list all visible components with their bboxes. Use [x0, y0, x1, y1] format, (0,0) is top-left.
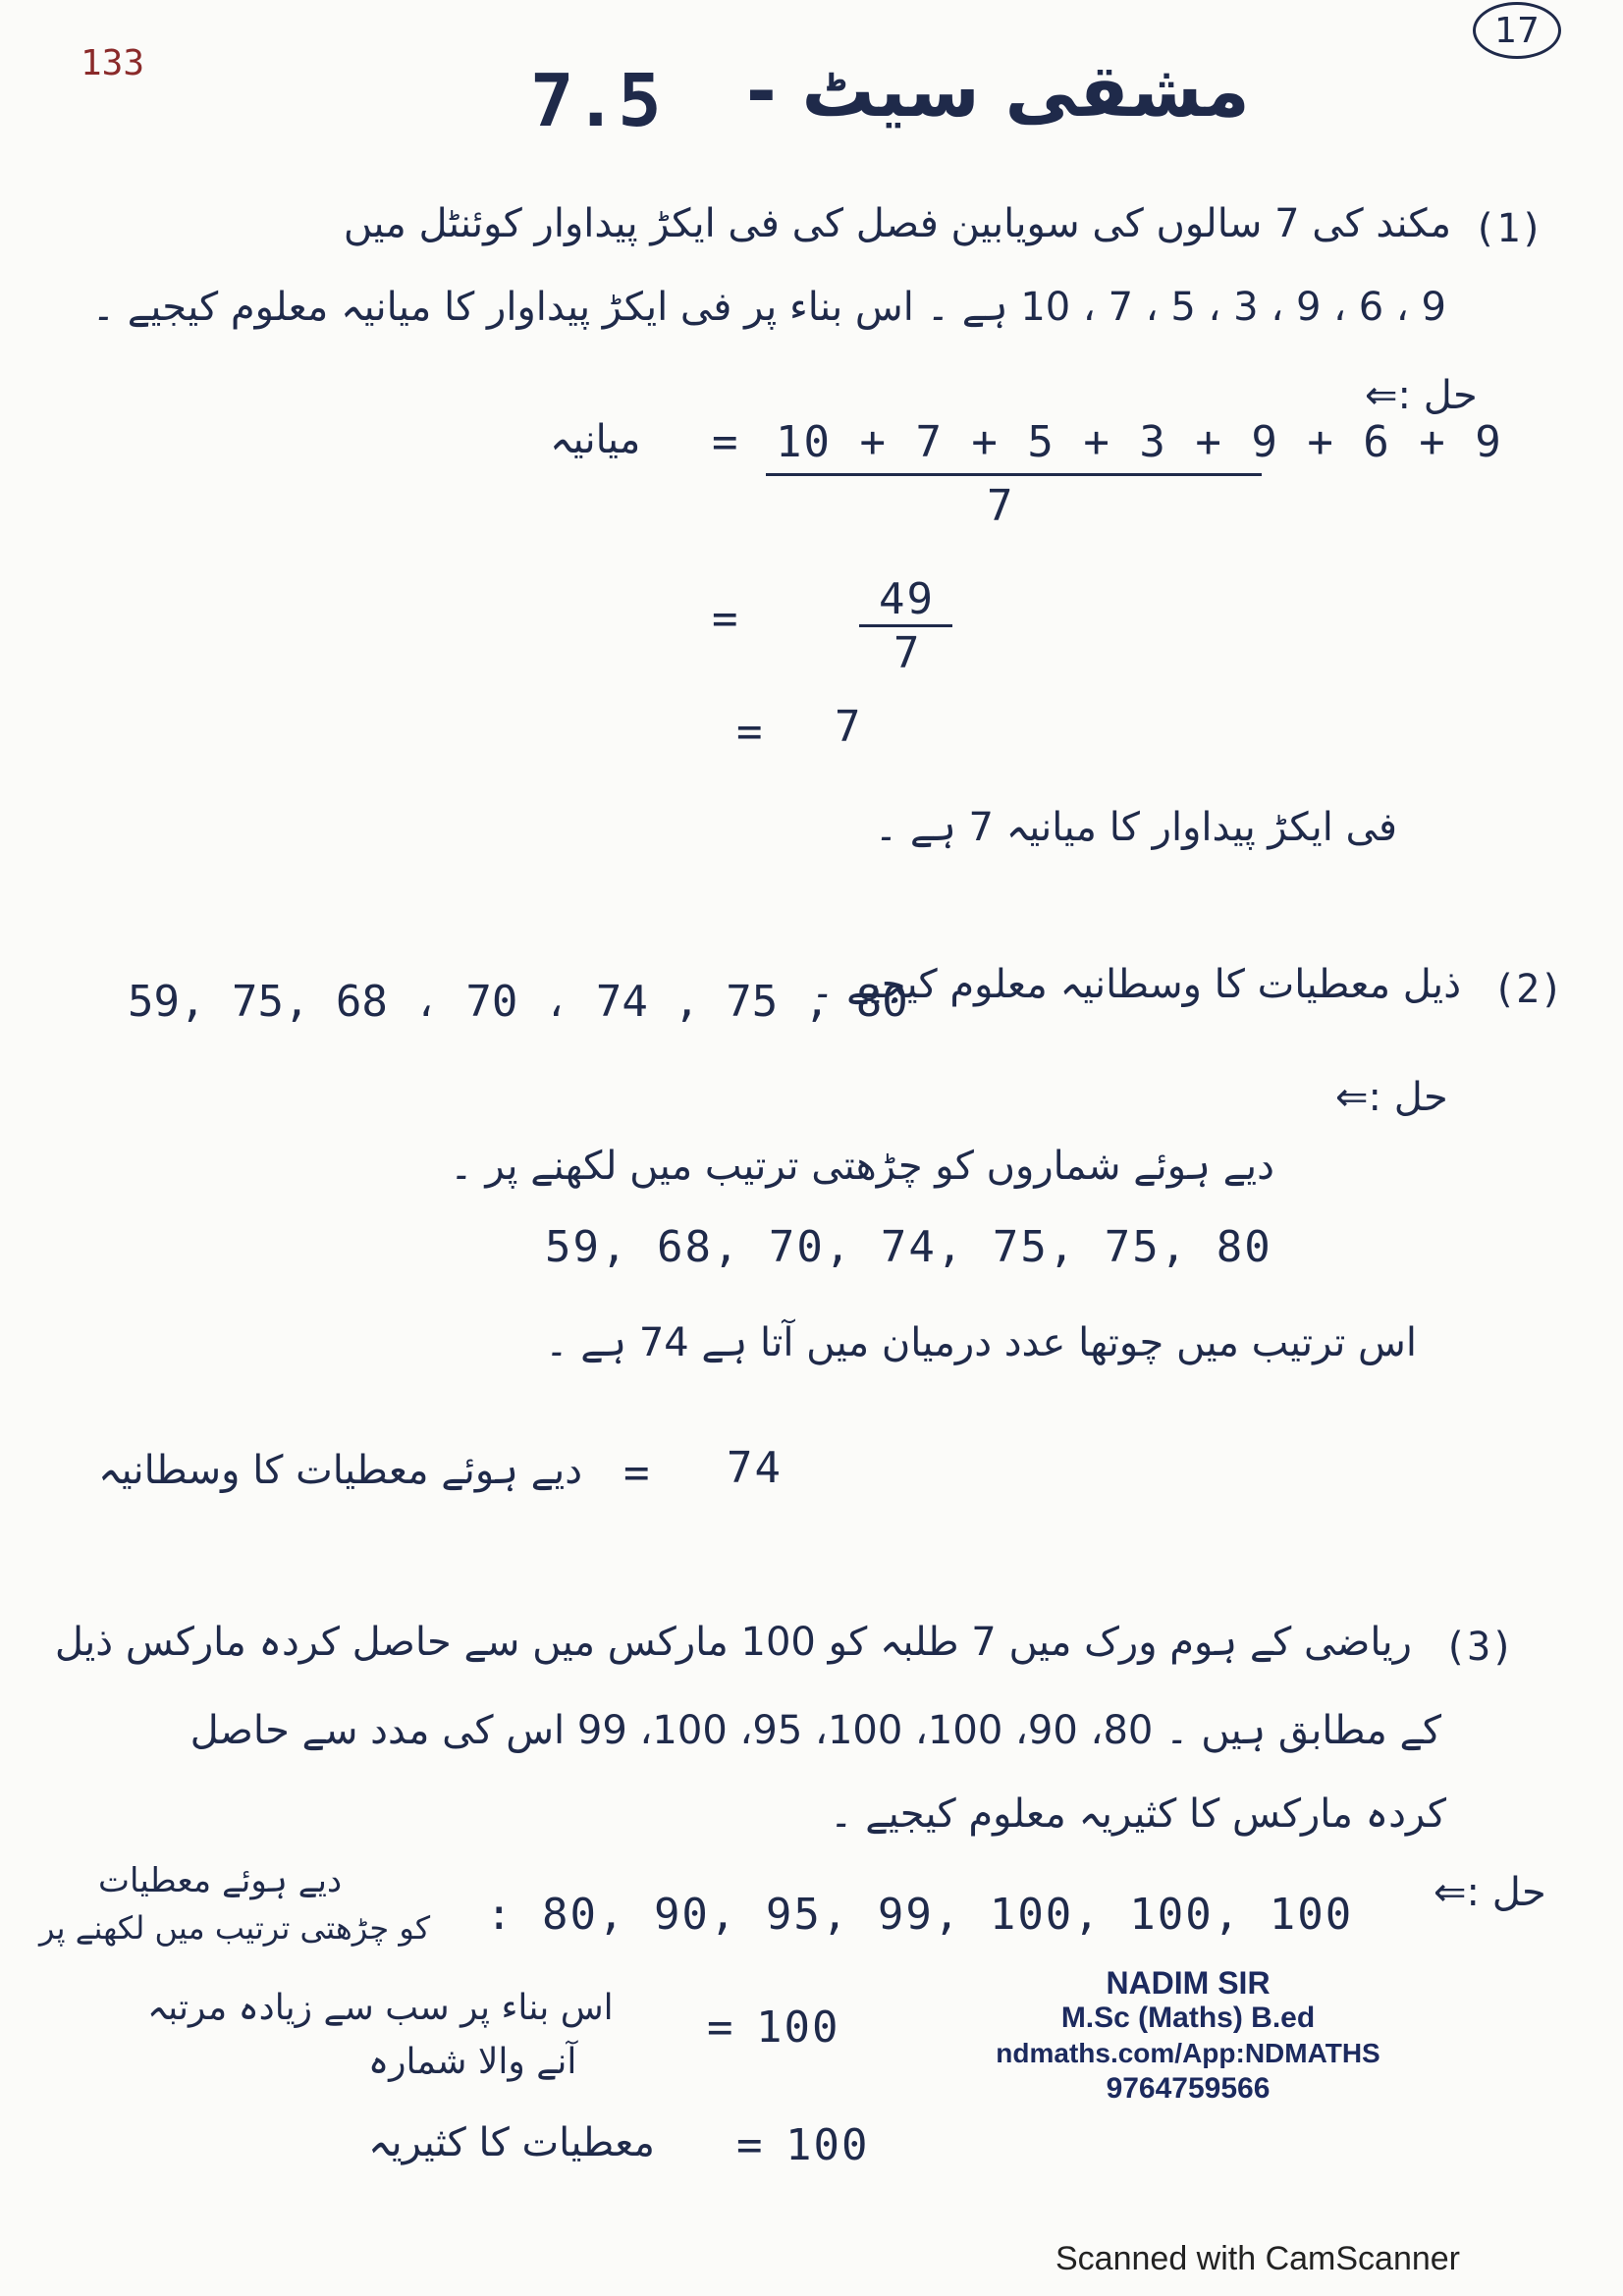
- q2-median-value: 74: [727, 1443, 783, 1493]
- q3-line1: ریاضی کے ہوم ورک میں 7 طلبہ کو 100 مارکس میں سے حاصل کردہ مارکس ذیل: [54, 1620, 1412, 1665]
- q3-eq1: =: [707, 2002, 735, 2053]
- q3-label: (3): [1443, 1625, 1515, 1670]
- page-number: [1473, 2, 1561, 59]
- page-number-text: 17: [1494, 10, 1540, 51]
- q1-frac2-bar: [859, 624, 952, 627]
- q1-line2: 9 ، 6 ، 9 ، 3 ، 5 ، 7 ، 10 ہے ۔ اس بناء پر فی ایکڑ پیداوار کا میانیہ معلوم کیجیے ۔: [91, 285, 1446, 330]
- q2-question: ذیل معطیات کا وسطانیہ معلوم کیجیے ۔: [811, 962, 1461, 1007]
- q1-eq3: =: [736, 707, 765, 757]
- author-stamp: [992, 1965, 1384, 2107]
- stamp-name: NADIM SIR: [1106, 1965, 1271, 2001]
- q2-eq: =: [623, 1448, 652, 1498]
- q1-eq1: =: [712, 417, 740, 467]
- q2-solution-label: حل :⇐: [1335, 1075, 1448, 1120]
- q3-mode-label-2: آنے والا شمارہ: [368, 2042, 577, 2082]
- q1-frac2-num: 49: [879, 574, 935, 624]
- title-text: مشقی سیٹ -: [746, 49, 1250, 133]
- q1-conclusion: فی ایکڑ پیداوار کا میانیہ 7 ہے ۔: [874, 805, 1397, 850]
- q1-result: 7: [835, 702, 863, 752]
- q2-step1: دیے ہوئے شماروں کو چڑھتی ترتیب میں لکھنے پر ۔: [450, 1144, 1274, 1189]
- q2-median-label: دیے ہوئے معطیات کا وسطانیہ: [98, 1448, 583, 1493]
- q1-line1: مکند کی 7 سالوں کی سویابین فصل کی فی ایکڑ پیداوار کوئنٹل میں: [343, 201, 1451, 246]
- q1-label: (1): [1473, 206, 1544, 251]
- stamp-site: ndmaths.com/App:NDMATHS: [996, 2038, 1380, 2068]
- q3-eq2: =: [736, 2120, 765, 2170]
- q2-data: 59, 75, 68 ، 70 ، 74 , 75 , 80: [128, 977, 908, 1027]
- footer-watermark: Scanned with CamScanner: [1055, 2240, 1461, 2277]
- q1-solution-label: حل :⇐: [1365, 373, 1478, 418]
- q1-eq2: =: [712, 594, 740, 644]
- q1-mean-label: میانیہ: [550, 417, 641, 462]
- q1-frac2-den: 7: [893, 628, 922, 678]
- q2-step2: اس ترتیب میں چوتھا عدد درمیان میں آتا ہے 74 ہے ۔: [545, 1320, 1417, 1365]
- stamp-phone: 9764759566: [1106, 2072, 1271, 2105]
- q1-numerator: 10 + 7 + 5 + 3 + 9 + 6 + 9: [776, 417, 1503, 467]
- q1-denominator: 7: [987, 481, 1015, 531]
- corner-number: 133: [81, 43, 145, 83]
- q3-line2: کے مطابق ہیں ۔ 80، 90، 100، 100، 95، 100، 99 اس کی مدد سے حاصل: [189, 1708, 1441, 1753]
- q3-mode-value: 100: [756, 2002, 840, 2053]
- q3-mode-label-1: اس بناء پر سب سے زیادہ مرتبہ: [147, 1988, 614, 2028]
- stamp-degree: M.Sc (Maths) B.ed: [1060, 2002, 1316, 2034]
- q3-solution-label: حل :⇐: [1434, 1870, 1546, 1915]
- q3-given-label-2: کو چڑھتی ترتیب میں لکھنے پر: [39, 1909, 431, 1947]
- q2-sorted: 59, 68, 70, 74, 75, 75, 80: [545, 1222, 1272, 1272]
- q3-final-label: معطیات کا کثیریہ: [368, 2120, 655, 2165]
- title-number: 7.5: [530, 59, 662, 143]
- q3-line3: کردہ مارکس کا کثیریہ معلوم کیجیے ۔: [830, 1791, 1446, 1837]
- q1-fraction-bar: [766, 473, 1262, 476]
- q3-sorted: : 80, 90, 95, 99, 100, 100, 100: [486, 1890, 1354, 1940]
- q3-given-label-1: دیے ہوئے معطیات: [98, 1861, 343, 1900]
- q3-final-value: 100: [785, 2120, 870, 2170]
- q2-label: (2): [1492, 967, 1564, 1012]
